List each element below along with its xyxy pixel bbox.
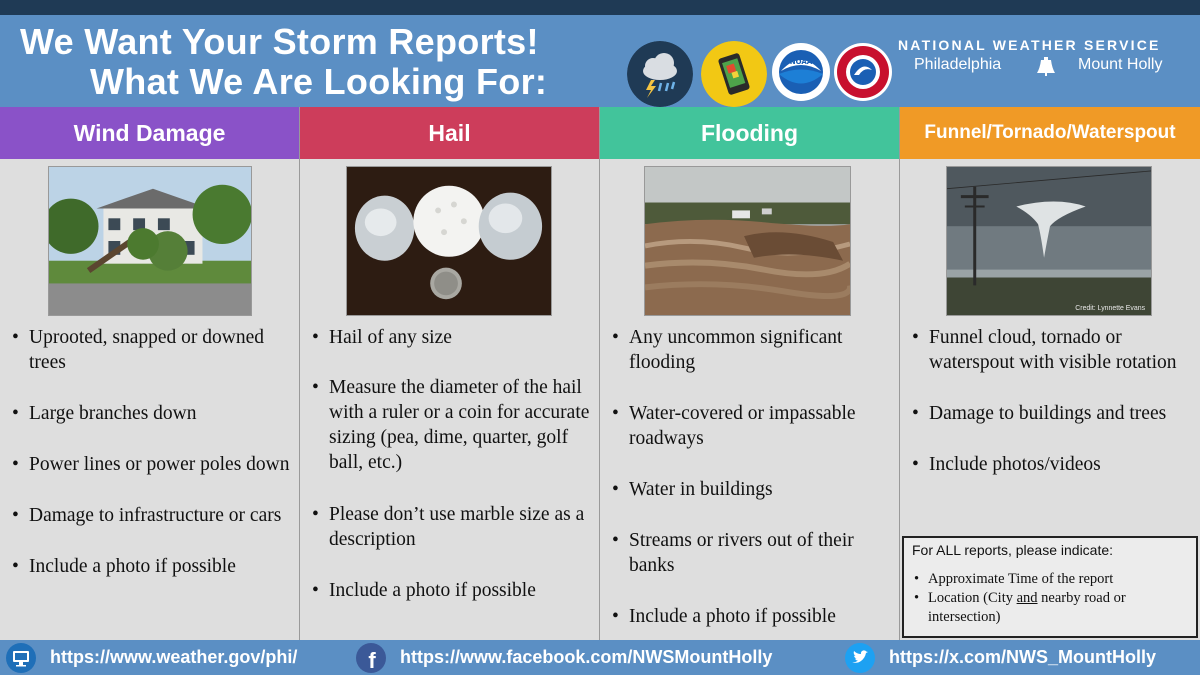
liberty-bell-icon [1035, 56, 1057, 78]
report-requirements-intro: For ALL reports, please indicate: [912, 542, 1114, 558]
list-item: • Include photos/videos [912, 452, 1196, 477]
list-item: • Uprooted, snapped or downed trees [12, 325, 295, 375]
noaa-logo-icon [771, 41, 831, 103]
x-link[interactable] [845, 640, 1156, 675]
photo-credit: Credit: Lynnette Evans [1075, 305, 1146, 313]
column-title-hail: Hail [300, 107, 599, 159]
list-item: • Large branches down [12, 401, 295, 426]
column-title-flooding: Flooding [600, 107, 899, 159]
agency-block [898, 37, 1198, 80]
column-title-funnel-tornado-waterspout: Funnel/Tornado/Waterspout [900, 107, 1200, 159]
column-flooding [600, 107, 900, 640]
list-item: • Power lines or power poles down [12, 452, 295, 477]
website-url[interactable]: https://www.weather.gov/phi/ [50, 647, 298, 667]
list-item: • Funnel cloud, tornado or waterspout with visible rotation [912, 325, 1196, 375]
facebook-icon [356, 643, 386, 673]
agency-name: NATIONAL WEATHER SERVICE [898, 37, 1161, 53]
footer-links [0, 640, 1200, 675]
website-link[interactable] [6, 640, 297, 675]
computer-monitor-icon [6, 643, 36, 673]
list-item: • Include a photo if possible [312, 578, 595, 603]
office-philadelphia: Philadelphia [914, 56, 1002, 73]
list-item: • Please don’t use marble size as a description [312, 502, 595, 552]
list-item: • Water-covered or impassable roadways [612, 401, 895, 451]
list-item: • Include a photo if possible [12, 554, 295, 579]
svg-text:f: f [368, 647, 376, 673]
list-item: • Damage to infrastructure or cars [12, 503, 295, 528]
x-url[interactable]: https://x.com/NWS_MountHolly [889, 647, 1156, 667]
list-item: • Include a photo if possible [612, 604, 895, 629]
nws-logo-icon [833, 41, 893, 103]
list-item: • Hail of any size [312, 325, 595, 350]
wind-damage-list [12, 325, 295, 579]
report-categories [0, 107, 1200, 640]
report-requirement-location: • Location (City and nearby road or intersection) [912, 589, 1188, 627]
wind-damage-photo [48, 166, 252, 316]
funnel-cloud-photo [946, 166, 1152, 316]
phone-report-icon [701, 41, 767, 107]
hail-photo [346, 166, 552, 316]
svg-text:NOAA: NOAA [789, 58, 813, 66]
report-requirements-box [902, 536, 1198, 638]
hail-list [312, 325, 595, 603]
column-hail [300, 107, 600, 640]
office-mount-holly: Mount Holly [1078, 56, 1163, 73]
header-banner [0, 15, 1200, 107]
storm-cloud-icon [627, 41, 693, 107]
page-title-line-2: What We Are Looking For: [90, 61, 548, 102]
flooding-photo [644, 166, 851, 316]
list-item: • Damage to buildings and trees [912, 401, 1196, 426]
facebook-url[interactable]: https://www.facebook.com/NWSMountHolly [400, 647, 773, 667]
flooding-list [612, 325, 895, 629]
list-item: • Water in buildings [612, 477, 895, 502]
funnel-tornado-list [912, 325, 1196, 477]
twitter-bird-icon [845, 643, 875, 673]
page-title-line-1: We Want Your Storm Reports! [20, 21, 539, 62]
column-wind-damage [0, 107, 300, 640]
report-requirement-time: • Approximate Time of the report [912, 570, 1188, 589]
list-item: • Any uncommon significant flooding [612, 325, 895, 375]
top-strip [0, 0, 1200, 15]
column-title-wind-damage: Wind Damage [0, 107, 299, 159]
list-item: • Measure the diameter of the hail with a ruler or a coin for accurate sizing (pea, dime, quarter, golf ball, etc.) [312, 375, 595, 475]
facebook-link[interactable] [356, 640, 772, 675]
list-item: • Streams or rivers out of their banks [612, 528, 895, 578]
